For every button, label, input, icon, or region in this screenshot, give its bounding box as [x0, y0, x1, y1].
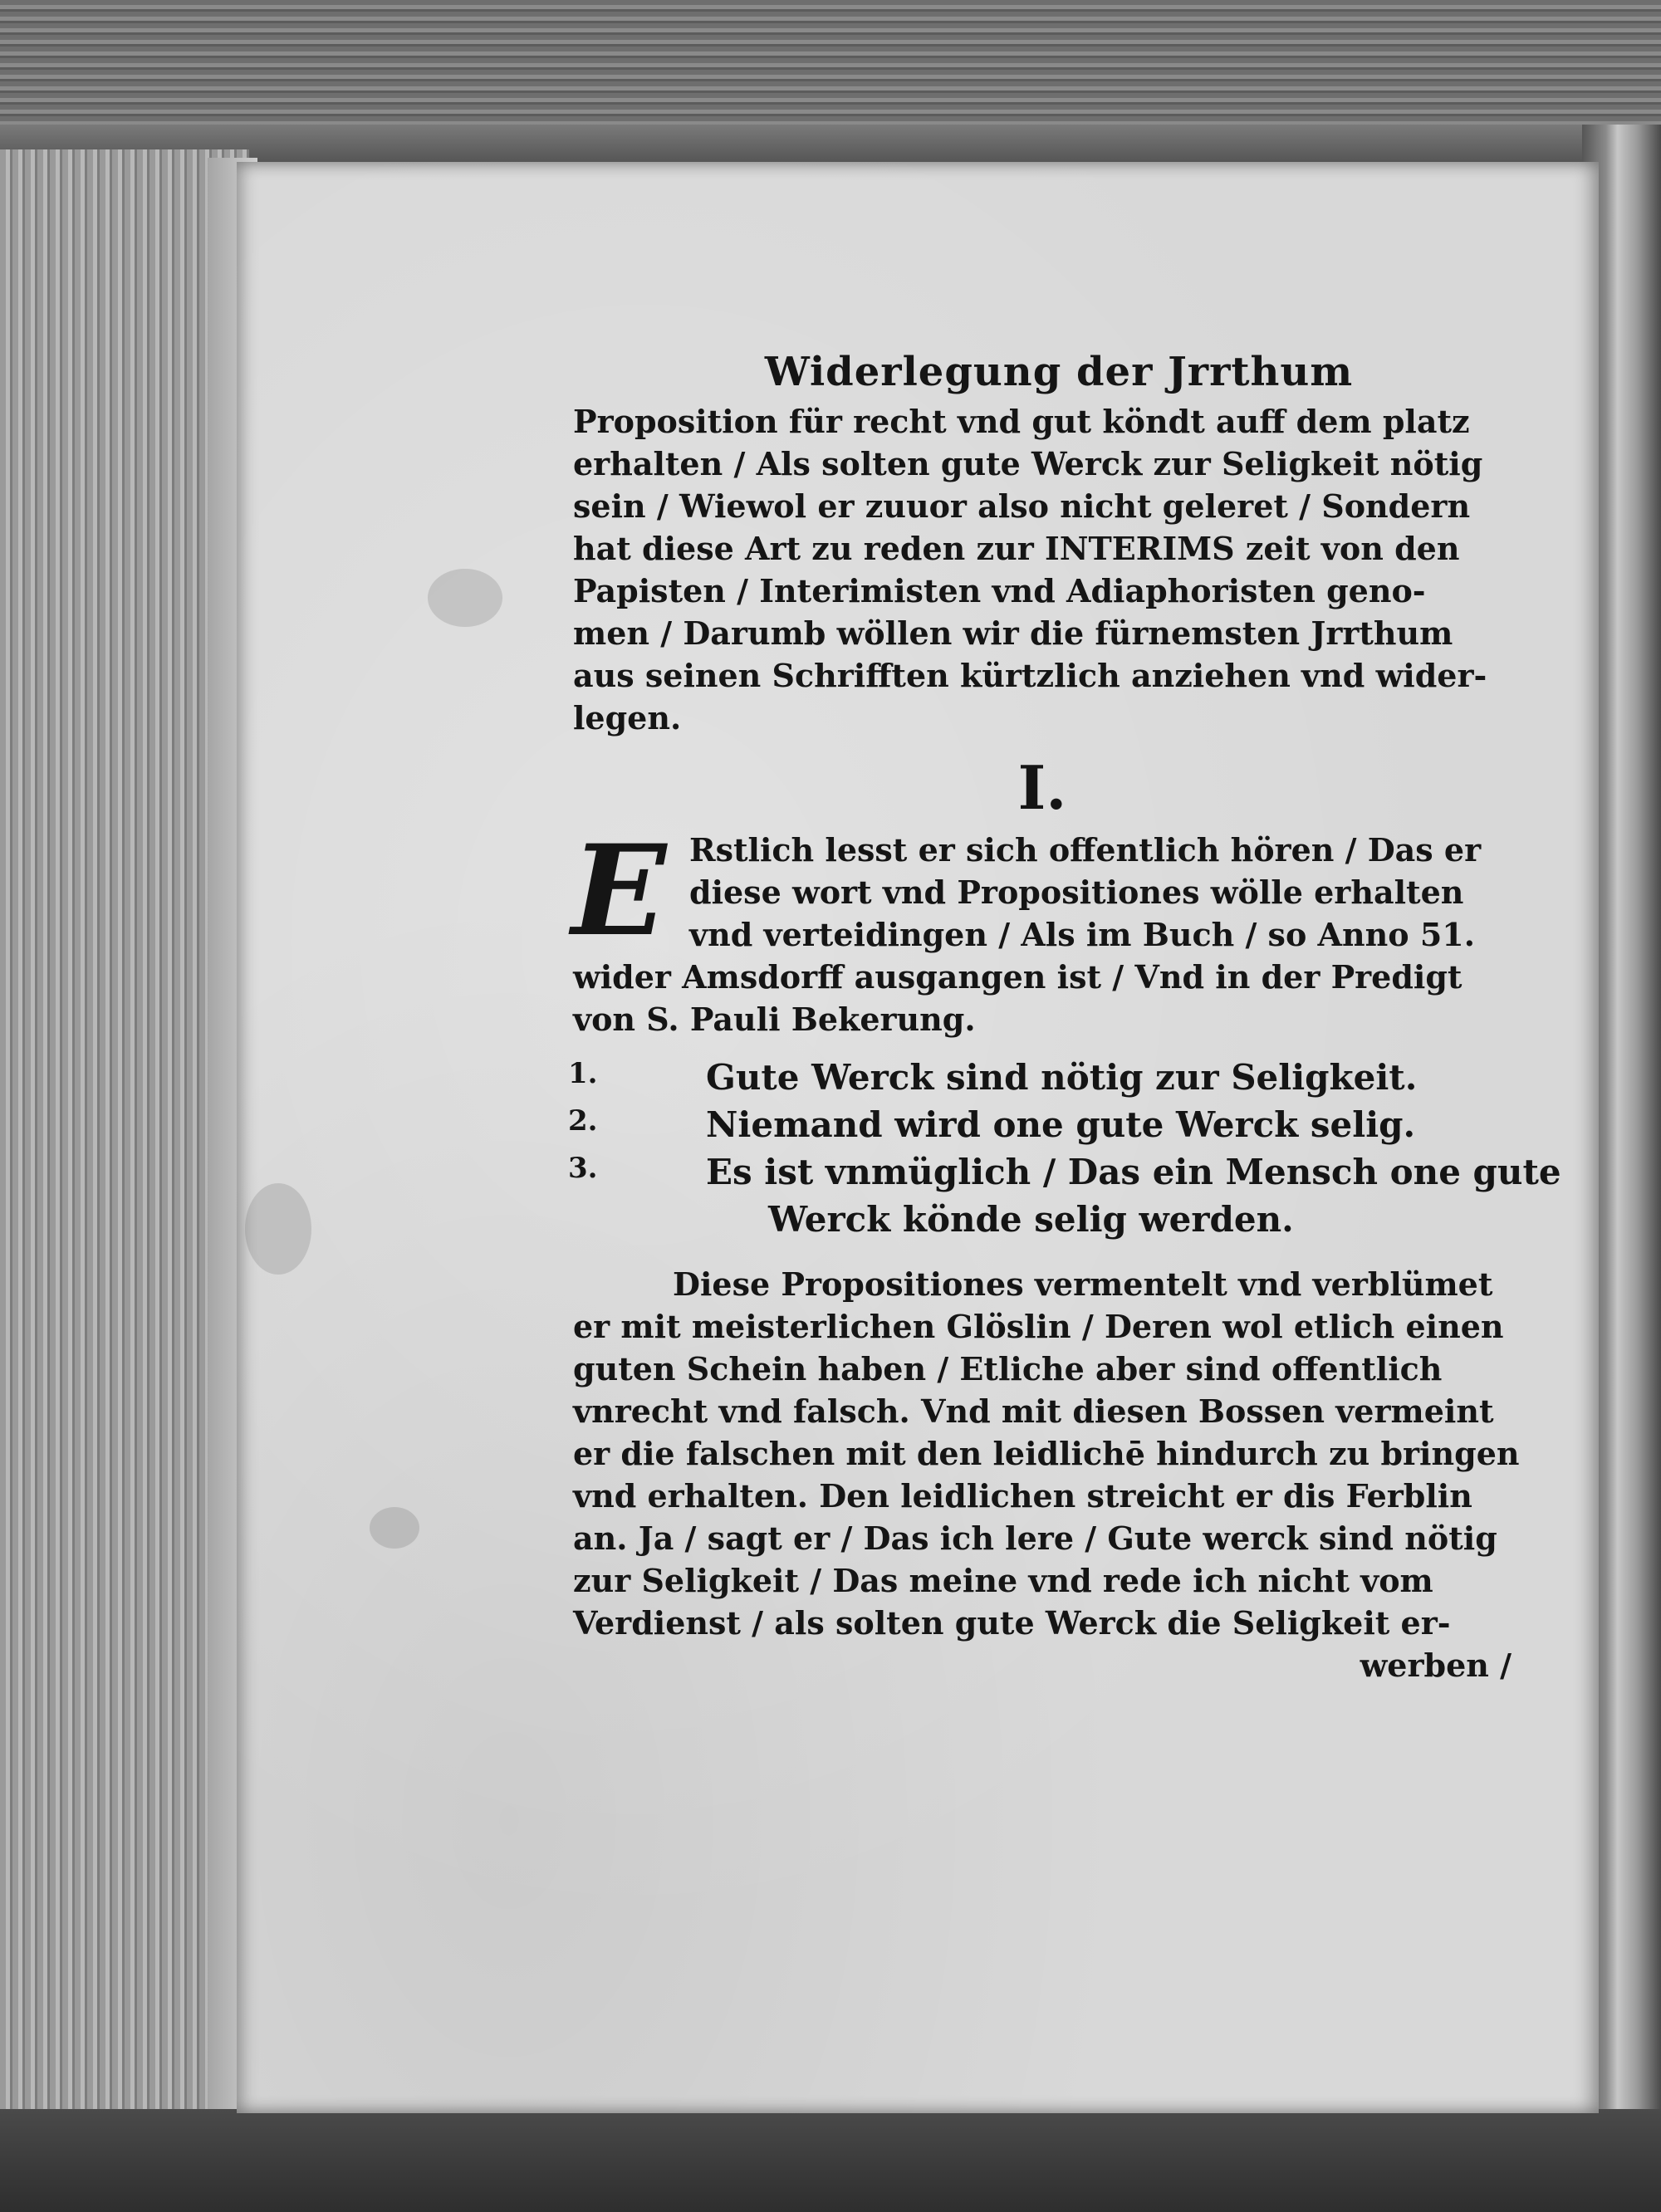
text-line: von S. Pauli Bekerung.: [573, 1001, 976, 1038]
page-stain: [245, 1183, 311, 1275]
page-stain: [370, 1507, 419, 1549]
closing-paragraph: [573, 1263, 1520, 1644]
text-line: men / Darumb wöllen wir die fürnemsten Jrrthum: [573, 614, 1453, 652]
list-item-text: Es ist vnmüglich / Das ein Mensch one gute: [706, 1152, 1561, 1192]
text-line: Papisten / Interimisten vnd Adiaphoristen geno-: [573, 572, 1426, 609]
list-item: [568, 1148, 1561, 1196]
text-line: vnd verteidingen / Als im Buch / so Anno 51.: [689, 916, 1475, 953]
page-heading: Widerlegung der Jrrthum: [764, 349, 1354, 395]
section-numeral: I.: [1017, 752, 1067, 823]
text-line: legen.: [573, 699, 682, 737]
list-item-text: Gute Werck sind nötig zur Seligkeit.: [706, 1057, 1418, 1098]
text-line: an. Ja / sagt er / Das ich lere / Gute werck sind nötig: [573, 1520, 1497, 1557]
list-item-number: 2.: [568, 1104, 598, 1138]
list-item: [568, 1054, 1512, 1101]
list-item: [568, 1101, 1512, 1148]
text-line: vnrecht vnd falsch. Vnd mit diesen Bossen vermeint: [573, 1392, 1494, 1430]
list-item-text: Niemand wird one gute Werck selig.: [706, 1104, 1416, 1145]
intro-paragraph: [573, 400, 1512, 739]
list-item-number: 1.: [568, 1057, 598, 1090]
catchword: werben /: [1360, 1647, 1512, 1684]
text-line: er die falschen mit den leidlichē hindurch zu bringen: [573, 1435, 1520, 1472]
text-line: vnd erhalten. Den leidlichen streicht er dis Ferblin: [573, 1477, 1472, 1515]
text-line: wider Amsdorff ausgangen ist / Vnd in der Predigt: [573, 958, 1463, 996]
drop-cap-initial: E: [571, 818, 667, 964]
text-line: zur Seligkeit / Das meine vnd rede ich nicht vom: [573, 1562, 1433, 1599]
propositions-list: [568, 1054, 1561, 1243]
text-line: erhalten / Als solten gute Werck zur Seligkeit nötig: [573, 445, 1483, 482]
page-stain: [428, 569, 502, 627]
list-item-number: 3.: [568, 1152, 598, 1185]
document-text: [568, 349, 1561, 1686]
text-line: er mit meisterlichen Glöslin / Deren wol etlich einen: [573, 1308, 1504, 1345]
list-item-continuation: [573, 1196, 1512, 1243]
text-line: Proposition für recht vnd gut köndt auff dem platz: [573, 403, 1470, 440]
text-line: sein / Wiewol er zuuor also nicht geleret / Sondern: [573, 487, 1471, 525]
text-line: guten Schein haben / Etliche aber sind offentlich: [573, 1350, 1443, 1387]
text-line: Verdienst / als solten gute Werck die Seligkeit er-: [573, 1604, 1451, 1642]
list-item-text: Werck könde selig werden.: [768, 1199, 1294, 1240]
text-line: Diese Propositiones vermentelt vnd verblümet: [673, 1265, 1493, 1303]
text-line: hat diese Art zu reden zur INTERIMS zeit von den: [573, 530, 1460, 567]
section-paragraph: [571, 818, 1512, 1040]
text-line: Rstlich lesst er sich offentlich hören / Das er: [689, 831, 1482, 869]
text-line: diese wort vnd Propositiones wölle erhalten: [689, 874, 1464, 911]
text-line: aus seinen Schrifften kürtzlich anziehen vnd wider-: [573, 657, 1487, 694]
book-bottom-edge: [0, 2109, 1661, 2212]
